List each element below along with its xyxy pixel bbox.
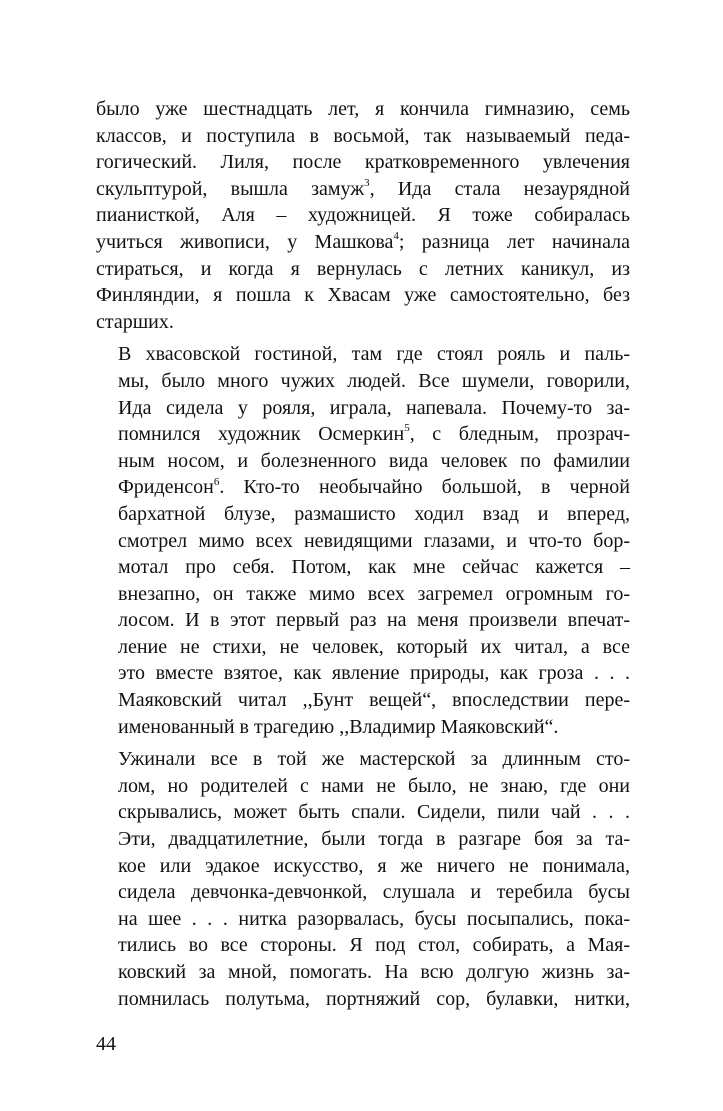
text-line: пианисткой, Аля – художницей. Я тоже собиралась [96,204,630,227]
text-line: Фриденсон$^6$. Кто-то необычайно большой, в черной [118,475,630,499]
footnote-marker: 6 [213,475,220,488]
text-line: именованный в трагедию ,,Владимир Маяковский“. [118,715,559,738]
footnote-marker: 4 [393,230,399,243]
text-line: гогический. Лиля, после кратковременного увлечения [96,151,630,174]
page-number: 44 [96,1033,116,1055]
text-line: мотал про себя. Потом, как мне сейчас кажется – [118,556,630,579]
text-line: мы, было много чужих людей. Все шумели, говорили, [118,369,630,392]
paragraph-2 [96,341,630,740]
text-line: классов, и поступила в восьмой, так называемый педа- [96,124,630,147]
text-line: старших. [96,310,174,333]
text-line: стираться, и когда я вернулась с летних каникул, из [96,257,630,280]
text-line: помнился художник Осмеркин$^5$, с бледным, прозрач- [118,422,630,446]
text-line: Финляндии, я пошла к Хвасам уже самостоятельно, без [96,284,630,307]
text-line: Маяковский читал ,,Бунт вещей“, впоследствии пере- [118,689,630,712]
text-line: смотрел мимо всех невидящими глазами, и что-то бор- [118,529,630,552]
text-line: скрывались, может быть спали. Сидели, пили чай . . . [118,801,630,824]
text-line: В хвасовской гостиной, там где стоял рояль и паль- [118,343,630,366]
text-line: лосом. И в этот первый раз на меня произвели впечат- [118,609,630,632]
text-line: было уже шестнадцать лет, я кончила гимназию, семь [96,98,630,120]
page-body [96,96,630,1012]
text-line: сидела девчонка-девчонкой, слушала и теребила бусы [118,881,630,904]
text-line: Ида сидела у рояля, играла, напевала. Почему-то за- [118,396,630,419]
text-line: скульптурой, вышла замуж$^3$, Ида стала незаурядной [96,177,631,200]
text-line: помнилась полутьма, портняжий сор, булавки, нитки, [118,987,630,1010]
text-line: Ужинали все в той же мастерской за длинным сто- [118,748,630,771]
text-line: ным носом, и болезненного вида человек по фамилии [118,449,630,472]
text-line: это вместе взятое, как явление природы, как гроза . . . [118,662,630,685]
footnote-marker: 5 [404,422,410,435]
text-line: Эти, двадцатилетние, были тогда в разгаре боя за та- [118,828,630,851]
text-line: бархатной блузе, размашисто ходил взад и вперед, [118,502,630,525]
text-line: ление не стихи, не человек, который их читал, а все [118,635,630,658]
text-line: кое или эдакое искусство, я же ничего не понимала, [118,854,630,877]
paragraph-1 [96,96,630,335]
text-line: учиться живописи, у Машкова$^4$; разница лет начинала [96,230,630,253]
text-line: тились во все стороны. Я под стол, собирать, а Мая- [118,934,630,957]
text-line: ковский за мной, помогать. На всю долгую жизнь за- [118,961,630,983]
text-line: лом, но родителей с нами не было, не знаю, где они [118,774,630,797]
text-line: на шее . . . нитка разорвалась, бусы посыпались, пока- [118,907,630,930]
footnote-marker: 3 [364,177,370,190]
text-line: внезапно, он также мимо всех загремел огромным го- [118,582,630,605]
paragraph-3 [96,746,630,1012]
